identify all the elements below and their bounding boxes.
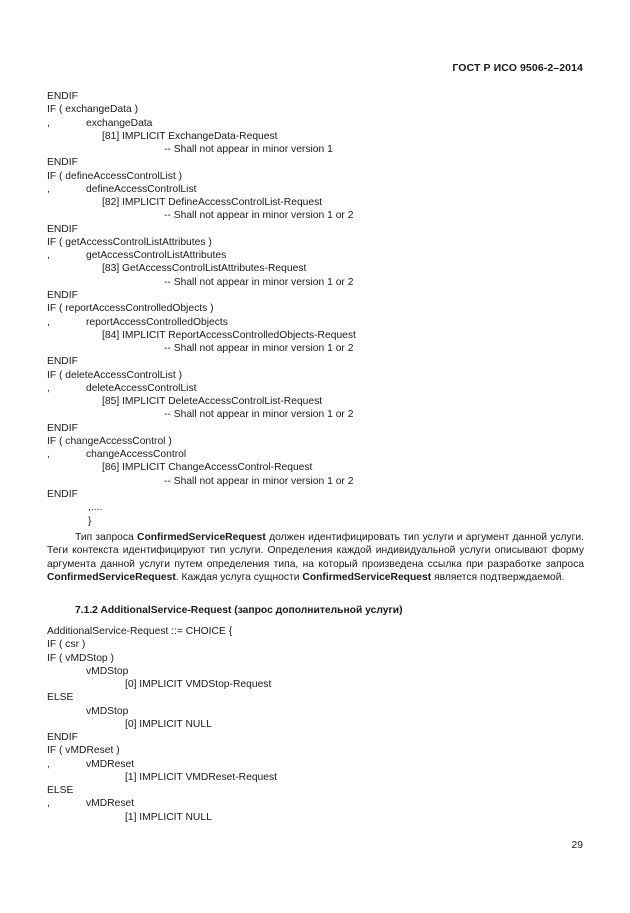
code-text: ,....: [88, 502, 103, 514]
code-text: ENDIF: [47, 91, 78, 102]
code-text: ENDIF: [47, 157, 78, 169]
code-line: [47, 797, 277, 810]
code-line: [47, 382, 356, 395]
paragraph-segment-4: является подтверждаемой.: [431, 571, 565, 583]
code-text: [0] IMPLICIT VMDStop-Request: [125, 679, 272, 691]
separator-comma: ,: [47, 183, 50, 195]
code-line: [47, 408, 356, 421]
code-text: [81] IMPLICIT ExchangeData-Request: [102, 130, 278, 142]
code-text: defineAccessControlList: [86, 183, 197, 195]
code-text: vMDStop: [86, 665, 129, 677]
code-text: ENDIF: [47, 422, 78, 434]
code-line: [47, 289, 356, 302]
separator-comma: ,: [47, 117, 50, 129]
code-line: [47, 170, 356, 183]
code-line: [47, 461, 356, 474]
code-text: AdditionalService-Request ::= CHOICE {: [47, 626, 233, 637]
paragraph-segment-2: должен идентифицировать тип услуги и аргумент данной услуги. Теги контекста идентифицируют тип услуги. Определения каждой индивидуальной услуги описывают форму аргумента данной услуги путем определения типа, на который произведена ссылка при разработке запроса: [47, 532, 584, 570]
code-text: [83] GetAccessControlListAttributes-Request: [102, 263, 307, 275]
code-line: [47, 236, 356, 249]
code-text: ENDIF: [47, 488, 78, 500]
code-line: [47, 744, 277, 757]
code-line: [47, 223, 356, 236]
asn1-code-block-1: [47, 90, 356, 528]
page-number: 29: [571, 840, 583, 851]
code-line: [47, 130, 356, 143]
code-line: [47, 342, 356, 355]
code-text: [82] IMPLICIT DefineAccessControlList-Request: [102, 197, 323, 209]
code-line: [47, 103, 356, 116]
code-text: getAccessControlListAttributes: [86, 250, 227, 262]
code-line: [47, 638, 277, 651]
code-line: [47, 196, 356, 209]
code-text: IF ( getAccessControlListAttributes ): [47, 236, 212, 248]
code-text: -- Shall not appear in minor version 1: [164, 144, 333, 156]
paragraph-segment-3: . Каждая услуга сущности: [175, 571, 303, 583]
separator-comma: ,: [47, 798, 50, 810]
code-line: [47, 90, 356, 103]
code-text: ENDIF: [47, 289, 78, 301]
code-text: vMDStop: [86, 705, 129, 717]
code-line: [47, 731, 277, 744]
code-line: [47, 435, 356, 448]
code-text: IF ( changeAccessControl ): [47, 435, 172, 447]
code-line: [47, 691, 277, 704]
separator-comma: ,: [47, 250, 50, 262]
code-line: [47, 515, 356, 528]
code-text: }: [88, 515, 92, 527]
code-line: [47, 183, 356, 196]
code-text: -- Shall not appear in minor version 1 or 2: [164, 276, 354, 288]
code-text: IF ( vMDReset ): [47, 745, 120, 757]
code-line: [47, 355, 356, 368]
code-line: [47, 117, 356, 130]
bold-term-2: ConfirmedServiceRequest: [47, 571, 176, 583]
code-text: IF ( reportAccessControlledObjects ): [47, 303, 214, 315]
code-text: vMDReset: [86, 758, 135, 770]
code-line: [47, 652, 277, 665]
code-text: ELSE: [47, 692, 74, 704]
asn1-code-block-2: [47, 625, 277, 824]
separator-comma: ,: [47, 758, 50, 770]
code-text: -- Shall not appear in minor version 1 or 2: [164, 475, 354, 487]
code-line: [47, 488, 356, 501]
code-text: ELSE: [47, 785, 74, 797]
code-line: [47, 665, 277, 678]
separator-comma: ,: [47, 449, 50, 461]
code-line: [47, 316, 356, 329]
code-line: [47, 448, 356, 461]
code-text: IF ( csr ): [47, 639, 86, 651]
separator-comma: ,: [47, 316, 50, 328]
code-text: IF ( exchangeData ): [47, 104, 138, 116]
paragraph-text: [47, 531, 584, 584]
code-line: [47, 143, 356, 156]
code-text: [85] IMPLICIT DeleteAccessControlList-Request: [102, 396, 323, 408]
paragraph-segment-1: Тип запроса: [75, 532, 138, 543]
bold-term-1: ConfirmedServiceRequest: [137, 532, 266, 543]
code-text: ENDIF: [47, 223, 78, 235]
bold-term-3: ConfirmedServiceRequest: [302, 571, 432, 583]
code-text: exchangeData: [86, 117, 153, 129]
code-text: IF ( vMDStop ): [47, 652, 114, 664]
code-line: [47, 475, 356, 488]
code-line: [47, 422, 356, 435]
code-text: ENDIF: [47, 732, 78, 744]
code-line: [47, 369, 356, 382]
code-line: [47, 156, 356, 169]
code-text: -- Shall not appear in minor version 1 or 2: [164, 409, 354, 421]
code-line: [47, 705, 277, 718]
code-line: [47, 758, 277, 771]
code-line: [47, 262, 356, 275]
code-line: [47, 771, 277, 784]
code-line: [47, 625, 277, 638]
separator-comma: ,: [47, 382, 50, 394]
standard-header: ГОСТ Р ИСО 9506-2–2014: [452, 62, 583, 74]
code-line: [47, 302, 356, 315]
code-line: [47, 811, 277, 824]
code-line: [47, 678, 277, 691]
code-line: [47, 209, 356, 222]
code-text: deleteAccessControlList: [86, 382, 197, 394]
code-text: [84] IMPLICIT ReportAccessControlledObjects-Request: [102, 329, 356, 341]
code-text: ENDIF: [47, 356, 78, 368]
code-line: [47, 329, 356, 342]
code-text: changeAccessControl: [86, 449, 187, 461]
code-line: [47, 784, 277, 797]
code-line: [47, 718, 277, 731]
code-line: [47, 276, 356, 289]
code-text: IF ( defineAccessControlList ): [47, 170, 183, 182]
code-text: [86] IMPLICIT ChangeAccessControl-Request: [102, 462, 313, 474]
code-text: reportAccessControlledObjects: [86, 316, 228, 328]
code-text: -- Shall not appear in minor version 1 or 2: [164, 210, 354, 222]
code-text: vMDReset: [86, 798, 135, 810]
code-text: [0] IMPLICIT NULL: [125, 718, 212, 730]
code-line: [47, 249, 356, 262]
code-text: -- Shall not appear in minor version 1 or 2: [164, 343, 354, 355]
code-text: IF ( deleteAccessControlList ): [47, 369, 183, 381]
code-text: [1] IMPLICIT NULL: [125, 811, 212, 823]
subsection-heading: 7.1.2 AdditionalService-Request (запрос дополнительной услуги): [75, 605, 403, 616]
code-line: [47, 501, 356, 514]
code-line: [47, 395, 356, 408]
body-paragraph: [47, 531, 584, 584]
code-text: [1] IMPLICIT VMDReset-Request: [125, 771, 278, 783]
